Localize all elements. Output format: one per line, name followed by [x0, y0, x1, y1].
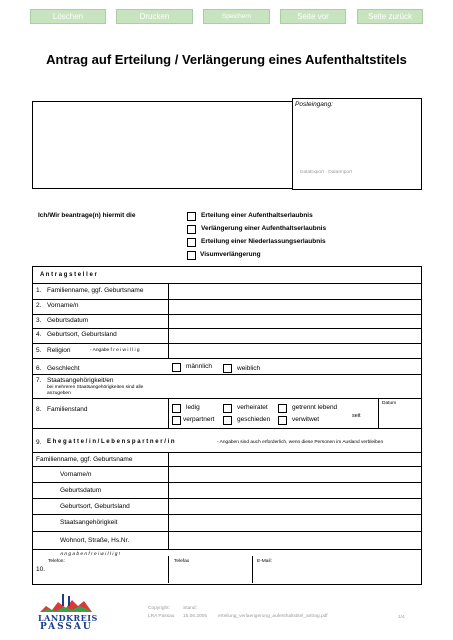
- stand-label: Stand:: [183, 606, 197, 611]
- field-2-input[interactable]: [169, 300, 420, 314]
- logo-line-1: LANDKREIS: [38, 613, 98, 623]
- gender-male-checkbox[interactable]: [172, 363, 181, 372]
- posteingang-box[interactable]: [292, 98, 422, 190]
- spouse-field-4-label: Geburtsort, Geburtsland: [60, 503, 130, 510]
- field-8-label: Familienstand: [47, 406, 88, 413]
- page-title: Antrag auf Erteilung / Verlängerung eines Aufenthaltstitels: [46, 52, 407, 67]
- spouse-field-5-input[interactable]: [169, 515, 420, 531]
- field-2-label: Vorname/n: [47, 302, 79, 309]
- office-use-box: [32, 101, 293, 189]
- marital-geschieden-checkbox[interactable]: [223, 416, 232, 425]
- marital-verpartnert-checkbox[interactable]: [172, 416, 181, 425]
- marital-getrennt-label: getrennt lebend: [292, 404, 338, 411]
- request-checkbox-2[interactable]: [187, 225, 196, 234]
- gender-female-label: weiblich: [237, 365, 261, 372]
- spouse-field-1-label: Familienname, ggf. Geburtsname: [36, 456, 133, 463]
- copyright-label: Copyright:: [148, 606, 170, 611]
- field-2-num: 2.: [36, 302, 42, 309]
- field-3-input[interactable]: [169, 315, 420, 329]
- spouse-field-1-input[interactable]: [169, 453, 420, 466]
- fax-input[interactable]: [169, 565, 251, 582]
- field-8-num: 8.: [36, 406, 42, 413]
- field-6-num: 6.: [36, 365, 42, 372]
- marital-getrennt-checkbox[interactable]: [278, 404, 287, 413]
- field-3-label: Geburtsdatum: [47, 317, 89, 324]
- spouse-field-4-input[interactable]: [169, 499, 420, 514]
- field-4-label: Geburtsort, Geburtsland: [47, 331, 117, 338]
- print-button[interactable]: Drucken: [116, 9, 193, 24]
- marital-ledig-label: ledig: [186, 404, 200, 411]
- field-1-input[interactable]: [169, 284, 420, 299]
- logo-line-2: PASSAU: [40, 622, 93, 632]
- seit-label: seit: [352, 413, 361, 419]
- landkreis-logo-icon: [38, 592, 94, 614]
- field-1-num: 1.: [36, 287, 42, 294]
- spouse-field-6-input[interactable]: [169, 532, 420, 549]
- request-option-1: Erteilung einer Aufenthaltserlaubnis: [201, 212, 313, 219]
- phone-label: Telefon:: [48, 559, 65, 564]
- spouse-field-6-label: Wohnort, Straße, Hs.Nr.: [60, 537, 130, 544]
- marital-ledig-checkbox[interactable]: [172, 404, 181, 413]
- field-7-num: 7.: [36, 377, 42, 384]
- request-option-2: Verlängerung einer Aufenthaltserlaubnis: [201, 225, 327, 232]
- email-label: E-Mail:: [257, 559, 272, 564]
- field-7-input[interactable]: [169, 375, 420, 398]
- marital-verpartnert-label: verpartnert: [183, 416, 215, 423]
- section-9-title: E h e g a t t e / i n / L e b e n s p a r t n e r / i n: [47, 439, 175, 445]
- field-5-num: 5.: [36, 347, 42, 354]
- datum-label: Datum: [382, 401, 397, 406]
- spouse-field-3-input[interactable]: [169, 483, 420, 498]
- request-checkbox-3[interactable]: [187, 238, 196, 247]
- spouse-field-3-label: Geburtsdatum: [60, 487, 102, 494]
- stamp-footer: DataExport · DataImport: [300, 170, 352, 175]
- optional-label: A n g a b e n f r e i w i l l i g !: [60, 552, 121, 557]
- save-button[interactable]: Speichern: [203, 9, 270, 24]
- spouse-field-2-label: Vorname/n: [60, 471, 92, 478]
- field-5-note: - Angabe f r e i w i l l i g: [90, 348, 140, 353]
- request-option-4: Visumverlängerung: [200, 251, 261, 258]
- spouse-field-5-label: Staatsangehörigkeit: [60, 519, 118, 526]
- request-checkbox-4[interactable]: [187, 251, 196, 260]
- filename: erteilung_verlaengerung_aufenthaltstitel_antrag.pdf: [218, 614, 328, 619]
- section-9-note: - Angaben sind auch erforderlich, wenn diese Personen im Ausland verbleiben: [217, 440, 384, 445]
- field-1-label: Familienname, ggf. Geburtsname: [47, 287, 144, 294]
- field-3-num: 3.: [36, 317, 42, 324]
- row-10-num: 10.: [36, 566, 46, 573]
- next-page-button[interactable]: Seite vor: [280, 9, 346, 24]
- spouse-field-2-input[interactable]: [169, 467, 420, 482]
- fax-label: Telefax: [174, 559, 190, 564]
- marital-since-input[interactable]: [379, 399, 420, 428]
- marital-verheiratet-label: verheiratet: [237, 404, 268, 411]
- stand-value: 15.06.2005: [183, 614, 208, 619]
- request-checkbox-1[interactable]: [187, 212, 196, 221]
- field-7-label: Staatsangehörigkeit/en: [47, 377, 114, 384]
- marital-verheiratet-checkbox[interactable]: [223, 404, 232, 413]
- previous-page-button[interactable]: Seite zurück: [357, 9, 423, 24]
- delete-button[interactable]: Löschen: [30, 9, 106, 24]
- field-4-num: 4.: [36, 331, 42, 338]
- gender-female-checkbox[interactable]: [223, 364, 232, 373]
- section-9-num: 9.: [36, 439, 42, 446]
- field-5-label: Religion: [47, 347, 71, 354]
- page-number: 1/4: [398, 615, 405, 620]
- email-input[interactable]: [253, 565, 419, 582]
- marital-verwitwet-label: verwitwet: [292, 416, 320, 423]
- marital-geschieden-label: geschieden: [237, 416, 271, 423]
- request-label: Ich/Wir beantrage(n) hiermit die: [38, 212, 136, 219]
- copyright-value: LRA Passau: [148, 614, 175, 619]
- field-6-label: Geschlecht: [47, 365, 80, 372]
- section-applicant: A n t r a g s t e l l e r: [40, 272, 97, 278]
- field-4-input[interactable]: [169, 329, 420, 343]
- posteingang-label: Posteingang:: [295, 101, 333, 108]
- phone-input[interactable]: [45, 565, 167, 582]
- marital-verwitwet-checkbox[interactable]: [278, 416, 287, 425]
- gender-male-label: männlich: [186, 363, 213, 370]
- request-option-3: Erteilung einer Niederlassungserlaubnis: [201, 238, 326, 245]
- field-5-input[interactable]: [169, 344, 420, 358]
- field-7-note: bei mehreren Staatsangehörigkeiten sind alle anzugeben: [47, 385, 144, 396]
